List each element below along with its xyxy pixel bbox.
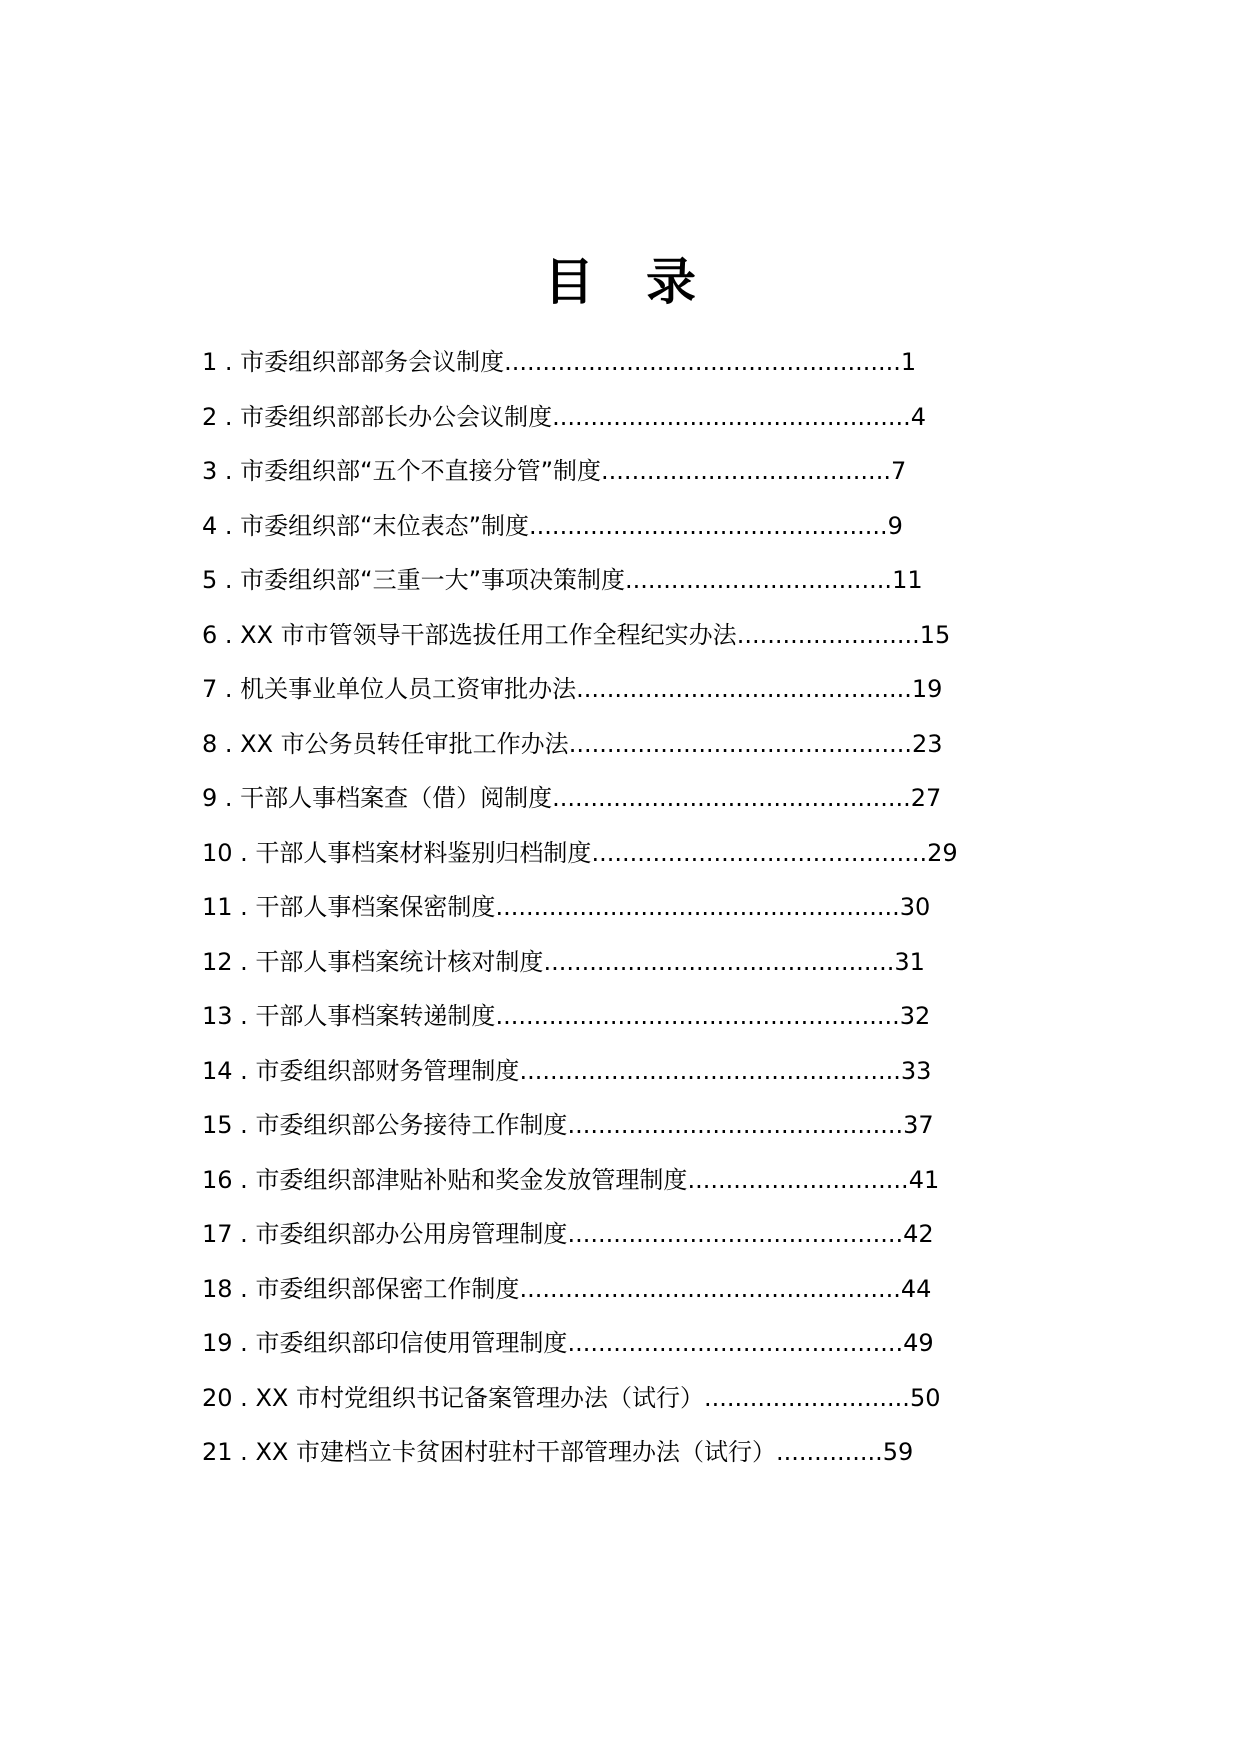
toc-entry-separator: . <box>217 511 241 540</box>
toc-entry-page-number: 49 <box>903 1329 934 1357</box>
toc-entry-page-number: 4 <box>910 402 927 431</box>
toc-entry-number: 6 <box>202 620 218 649</box>
toc-entry-number: 1 <box>202 348 218 376</box>
toc-entry-number: 16 <box>202 1165 233 1194</box>
toc-entry-separator: . <box>232 1438 256 1466</box>
toc-entry[interactable] <box>202 997 982 1052</box>
toc-entry[interactable] <box>202 779 982 834</box>
table-of-contents <box>202 343 982 1488</box>
toc-entry-title: 干部人事档案转递制度 <box>255 1002 496 1030</box>
toc-entry-leader-dots: ............................................... <box>529 511 888 540</box>
toc-entry-title: XX 市建档立卡贫困村驻村干部管理办法（试行） <box>255 1438 776 1466</box>
toc-entry-page-number: 37 <box>903 1111 934 1139</box>
toc-entry-title: 干部人事档案统计核对制度 <box>255 947 544 976</box>
toc-entry-number: 9 <box>202 784 218 812</box>
toc-entry-leader-dots: ..................................................... <box>495 893 900 921</box>
toc-entry-separator: . <box>217 566 241 594</box>
toc-entry-title: XX 市村党组织书记备案管理办法（试行） <box>255 1383 704 1412</box>
toc-entry-leader-dots: ..................................................... <box>495 1002 900 1030</box>
toc-entry-number: 21 <box>202 1438 233 1466</box>
toc-entry-page-number: 23 <box>912 729 943 758</box>
toc-entry-leader-dots: ............................................... <box>552 784 911 812</box>
toc-entry-number: 15 <box>202 1111 233 1139</box>
toc-entry-title: 市委组织部部长办公会议制度 <box>240 402 553 431</box>
toc-entry-title: 市委组织部保密工作制度 <box>255 1274 520 1303</box>
toc-entry-number: 17 <box>202 1220 233 1248</box>
toc-entry-title: XX 市公务员转任审批工作办法 <box>240 729 569 758</box>
toc-entry-title: 市委组织部公务接待工作制度 <box>255 1111 568 1139</box>
toc-entry-separator: . <box>232 1111 256 1139</box>
toc-entry-separator: . <box>232 838 256 867</box>
toc-entry-title: 市委组织部“三重一大”事项决策制度 <box>240 566 626 594</box>
toc-entry[interactable] <box>202 888 982 943</box>
toc-entry-separator: . <box>217 457 241 485</box>
toc-entry-separator: . <box>217 675 241 703</box>
toc-entry-page-number: 59 <box>882 1438 914 1466</box>
toc-entry-leader-dots: .............. <box>775 1438 883 1466</box>
toc-entry[interactable] <box>202 943 982 998</box>
toc-entry-separator: . <box>232 1383 256 1412</box>
toc-entry-page-number: 31 <box>894 947 925 976</box>
toc-entry-leader-dots: ............................................ <box>567 1220 904 1248</box>
toc-entry[interactable] <box>202 1215 982 1270</box>
toc-title: 目录 <box>544 253 748 311</box>
toc-entry-separator: . <box>232 1002 256 1030</box>
toc-entry-leader-dots: ............................. <box>687 1165 909 1194</box>
toc-entry-number: 5 <box>202 566 218 594</box>
toc-entry[interactable] <box>202 670 982 725</box>
toc-entry-separator: . <box>232 1056 256 1085</box>
toc-entry-title: 干部人事档案查（借）阅制度 <box>240 784 553 812</box>
toc-entry-leader-dots: ................................... <box>625 566 893 594</box>
toc-entry-page-number: 11 <box>892 566 923 594</box>
toc-entry-title: 市委组织部财务管理制度 <box>255 1056 520 1085</box>
toc-entry[interactable] <box>202 507 982 562</box>
toc-entry-separator: . <box>232 1220 256 1248</box>
toc-entry-separator: . <box>232 893 256 921</box>
toc-entry[interactable] <box>202 1270 982 1325</box>
toc-entry-leader-dots: .............................................. <box>543 947 895 976</box>
toc-entry-title: 市委组织部办公用房管理制度 <box>255 1220 568 1248</box>
toc-entry-number: 7 <box>202 675 218 703</box>
toc-entry[interactable] <box>202 1379 982 1434</box>
toc-entry-separator: . <box>217 620 241 649</box>
toc-entry-separator: . <box>232 1274 256 1303</box>
toc-entry-number: 3 <box>202 457 218 485</box>
toc-entry[interactable] <box>202 1433 982 1488</box>
toc-entry[interactable] <box>202 1106 982 1161</box>
toc-entry[interactable] <box>202 452 982 507</box>
toc-entry-page-number: 15 <box>919 620 951 649</box>
toc-entry-page-number: 32 <box>899 1002 931 1030</box>
toc-entry-number: 4 <box>202 511 218 540</box>
toc-entry-page-number: 50 <box>909 1383 941 1412</box>
toc-entry[interactable] <box>202 834 982 889</box>
toc-entry-page-number: 9 <box>887 511 903 540</box>
toc-entry[interactable] <box>202 616 982 671</box>
toc-entry-number: 20 <box>202 1383 233 1412</box>
toc-entry-leader-dots: ........................ <box>736 620 920 649</box>
toc-entry-page-number: 1 <box>900 348 917 376</box>
toc-entry-number: 2 <box>202 402 218 431</box>
toc-entry-page-number: 42 <box>903 1220 934 1248</box>
toc-entry-page-number: 27 <box>910 784 942 812</box>
toc-entry-leader-dots: ............................................ <box>576 675 912 703</box>
toc-entry-number: 8 <box>202 729 218 758</box>
toc-entry[interactable] <box>202 561 982 616</box>
toc-entry-number: 12 <box>202 947 233 976</box>
toc-entry-title: XX 市市管领导干部选拔任用工作全程纪实办法 <box>240 620 737 649</box>
toc-entry-separator: . <box>217 348 241 376</box>
toc-entry[interactable] <box>202 1161 982 1216</box>
toc-entry-title: 干部人事档案材料鉴别归档制度 <box>255 838 592 867</box>
toc-entry[interactable] <box>202 343 982 398</box>
toc-entry-page-number: 30 <box>899 893 931 921</box>
toc-entry-separator: . <box>217 402 241 431</box>
toc-entry-separator: . <box>217 729 241 758</box>
toc-entry-separator: . <box>217 784 241 812</box>
toc-entry-title: 市委组织部“五个不直接分管”制度 <box>240 457 602 485</box>
toc-entry-leader-dots: ............................................ <box>567 1329 904 1357</box>
toc-entry-number: 10 <box>202 838 233 867</box>
toc-entry-page-number: 33 <box>900 1056 932 1085</box>
toc-entry-title: 机关事业单位人员工资审批办法 <box>240 675 577 703</box>
toc-entry-leader-dots: .................................................. <box>519 1274 901 1303</box>
toc-entry-number: 14 <box>202 1056 233 1085</box>
toc-entry-page-number: 19 <box>911 675 943 703</box>
toc-entry-title: 干部人事档案保密制度 <box>255 893 496 921</box>
toc-entry-separator: . <box>232 1329 256 1357</box>
toc-entry-title: 市委组织部津贴补贴和奖金发放管理制度 <box>255 1165 688 1194</box>
toc-entry-leader-dots: ........................... <box>703 1383 910 1412</box>
toc-entry-title: 市委组织部印信使用管理制度 <box>255 1329 568 1357</box>
toc-entry-page-number: 29 <box>927 838 958 867</box>
toc-entry-number: 13 <box>202 1002 233 1030</box>
toc-entry-title: 市委组织部部务会议制度 <box>240 348 505 376</box>
toc-entry-leader-dots: ...................................... <box>601 457 891 485</box>
toc-entry-page-number: 41 <box>908 1165 940 1194</box>
toc-entry[interactable] <box>202 725 982 780</box>
toc-entry[interactable] <box>202 1052 982 1107</box>
toc-entry-leader-dots: ............................................. <box>568 729 912 758</box>
toc-entry-page-number: 44 <box>900 1274 932 1303</box>
toc-entry-leader-dots: ............................................ <box>567 1111 904 1139</box>
toc-entry-page-number: 7 <box>890 457 907 485</box>
toc-entry-number: 11 <box>202 893 233 921</box>
toc-entry-number: 19 <box>202 1329 233 1357</box>
toc-entry[interactable] <box>202 398 982 453</box>
toc-entry-separator: . <box>232 1165 256 1194</box>
toc-entry-separator: . <box>232 947 256 976</box>
toc-entry[interactable] <box>202 1324 982 1379</box>
toc-entry-leader-dots: ............................................... <box>552 402 911 431</box>
toc-entry-title: 市委组织部“末位表态”制度 <box>240 511 530 540</box>
toc-entry-leader-dots: .................................................... <box>504 348 901 376</box>
toc-entry-number: 18 <box>202 1274 233 1303</box>
toc-entry-leader-dots: .................................................. <box>519 1056 901 1085</box>
toc-entry-leader-dots: ............................................ <box>591 838 928 867</box>
